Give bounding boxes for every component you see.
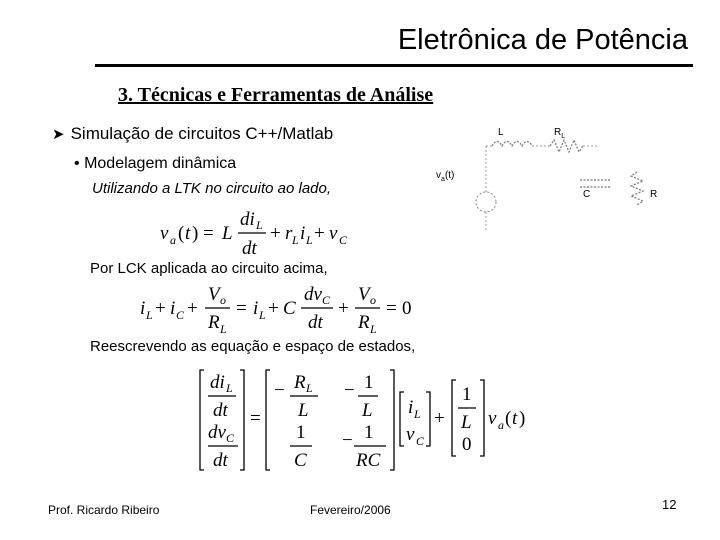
svg-text:+: + [187,298,198,319]
svg-text:dt: dt [213,450,228,471]
svg-text:L: L [259,308,266,322]
svg-text:1: 1 [462,384,472,405]
bullet-simulation [52,124,333,144]
resistor-rl-icon [550,140,583,152]
slide-title: Eletrônica de Potência [397,24,688,56]
svg-text:C: C [339,233,348,247]
voltage-source-icon [476,146,496,230]
svg-text:di: di [210,372,225,393]
svg-text:1: 1 [364,372,374,393]
svg-text:L: L [414,407,421,421]
svg-text:L: L [146,308,153,322]
svg-text:1: 1 [296,422,306,443]
svg-text:L: L [298,400,309,421]
svg-text:+: + [434,408,445,429]
svg-text:V: V [358,284,370,305]
svg-text:(: ( [178,223,185,244]
arrow-bullet-icon: ➤ [52,126,65,143]
svg-text:C: C [416,434,425,448]
note-lck: Por LCK aplicada ao circuito acima, [90,260,328,277]
svg-text:i: i [140,298,146,319]
source-label: v [436,170,441,181]
svg-text:RC: RC [356,450,381,471]
svg-text:L: L [306,381,313,395]
svg-text:+: + [268,298,279,319]
svg-text:dt: dt [242,238,257,259]
svg-text:v: v [329,223,338,244]
svg-text:L: L [226,381,233,395]
svg-text:va(t) [436,170,454,183]
section-heading: 3. Técnicas e Ferramentas de Análise [118,84,434,106]
svg-text:R: R [358,312,370,333]
svg-text:=: = [250,408,261,429]
bullet-simulation-text: Simulação de circuitos C++/Matlab [70,124,334,143]
svg-text:C: C [322,293,331,307]
svg-text:R: R [208,312,220,333]
bullet-dynamic-model-text: Modelagem dinâmica [84,155,237,172]
svg-text:i: i [170,298,176,319]
svg-text:+: + [155,298,166,319]
svg-text:V: V [208,284,220,305]
footer-author: Prof. Ricardo Ribeiro [48,503,160,517]
note-state-space: Reescrevendo as equação e espaço de estados, [90,338,416,355]
svg-text:+: + [270,223,281,244]
note-ltk: Utilizando a LTK no circuito ao lado, [92,180,332,197]
source-label-arg: (t) [444,170,455,181]
svg-text:): ) [519,408,526,429]
svg-text:L: L [461,412,472,433]
bullet-dynamic-model [74,155,236,173]
svg-text:a: a [170,233,176,247]
equation-lck [138,284,428,338]
svg-text:=: = [236,298,247,319]
inductor-icon [492,142,532,147]
svg-text:v: v [160,223,169,244]
svg-text:C: C [176,308,185,322]
svg-text:+: + [338,298,349,319]
svg-text:−: − [344,380,355,401]
svg-text:L: L [256,218,263,232]
svg-text:dt: dt [308,312,323,333]
svg-text:L: L [370,322,377,336]
svg-text:=: = [203,223,214,244]
svg-text:i: i [253,298,259,319]
svg-text:): ) [192,223,199,244]
svg-text:−: − [342,430,353,451]
svg-text:dv: dv [208,422,226,443]
svg-text:v: v [488,408,497,429]
equation-state-space [196,366,536,474]
svg-text:o: o [220,293,226,307]
svg-text:L: L [306,233,313,247]
svg-text:0: 0 [402,298,412,319]
svg-text:dt: dt [213,400,228,421]
svg-text:+: + [314,223,325,244]
source-label-sub: a [441,176,445,183]
svg-text:C: C [226,431,235,445]
svg-text:a: a [498,418,504,432]
dot-bullet-icon: • [74,155,80,172]
page-number: 12 [662,497,677,512]
svg-text:t: t [512,408,518,429]
svg-text:RL [554,127,565,140]
capacitor-label: C [583,189,591,200]
svg-text:v: v [406,424,415,445]
equation-ltk [158,207,358,259]
rl-label: R [554,127,562,138]
svg-text:=: = [386,298,397,319]
resistor-r-icon [631,172,643,205]
svg-text:di: di [240,209,255,230]
svg-text:R: R [294,372,306,393]
svg-text:C: C [294,450,307,471]
svg-text:o: o [370,293,376,307]
title-rule [95,64,693,67]
svg-text:1: 1 [364,422,374,443]
svg-text:r: r [285,223,293,244]
svg-text:C: C [283,298,296,319]
svg-text:0: 0 [462,434,472,455]
svg-text:(: ( [505,408,512,429]
svg-text:L: L [220,322,227,336]
svg-text:L: L [222,223,233,244]
load-resistor-label: R [650,189,658,200]
svg-text:dv: dv [304,284,322,305]
svg-text:−: − [274,380,285,401]
svg-text:t: t [185,223,191,244]
svg-text:i: i [408,397,414,418]
svg-text:L: L [362,400,373,421]
rl-label-sub: L [561,133,566,140]
capacitor-icon [580,180,610,187]
inductor-label: L [498,127,504,138]
footer-date: Fevereiro/2006 [310,503,391,517]
circuit-diagram [430,120,680,255]
svg-text:L: L [292,233,299,247]
svg-text:i: i [300,223,306,244]
